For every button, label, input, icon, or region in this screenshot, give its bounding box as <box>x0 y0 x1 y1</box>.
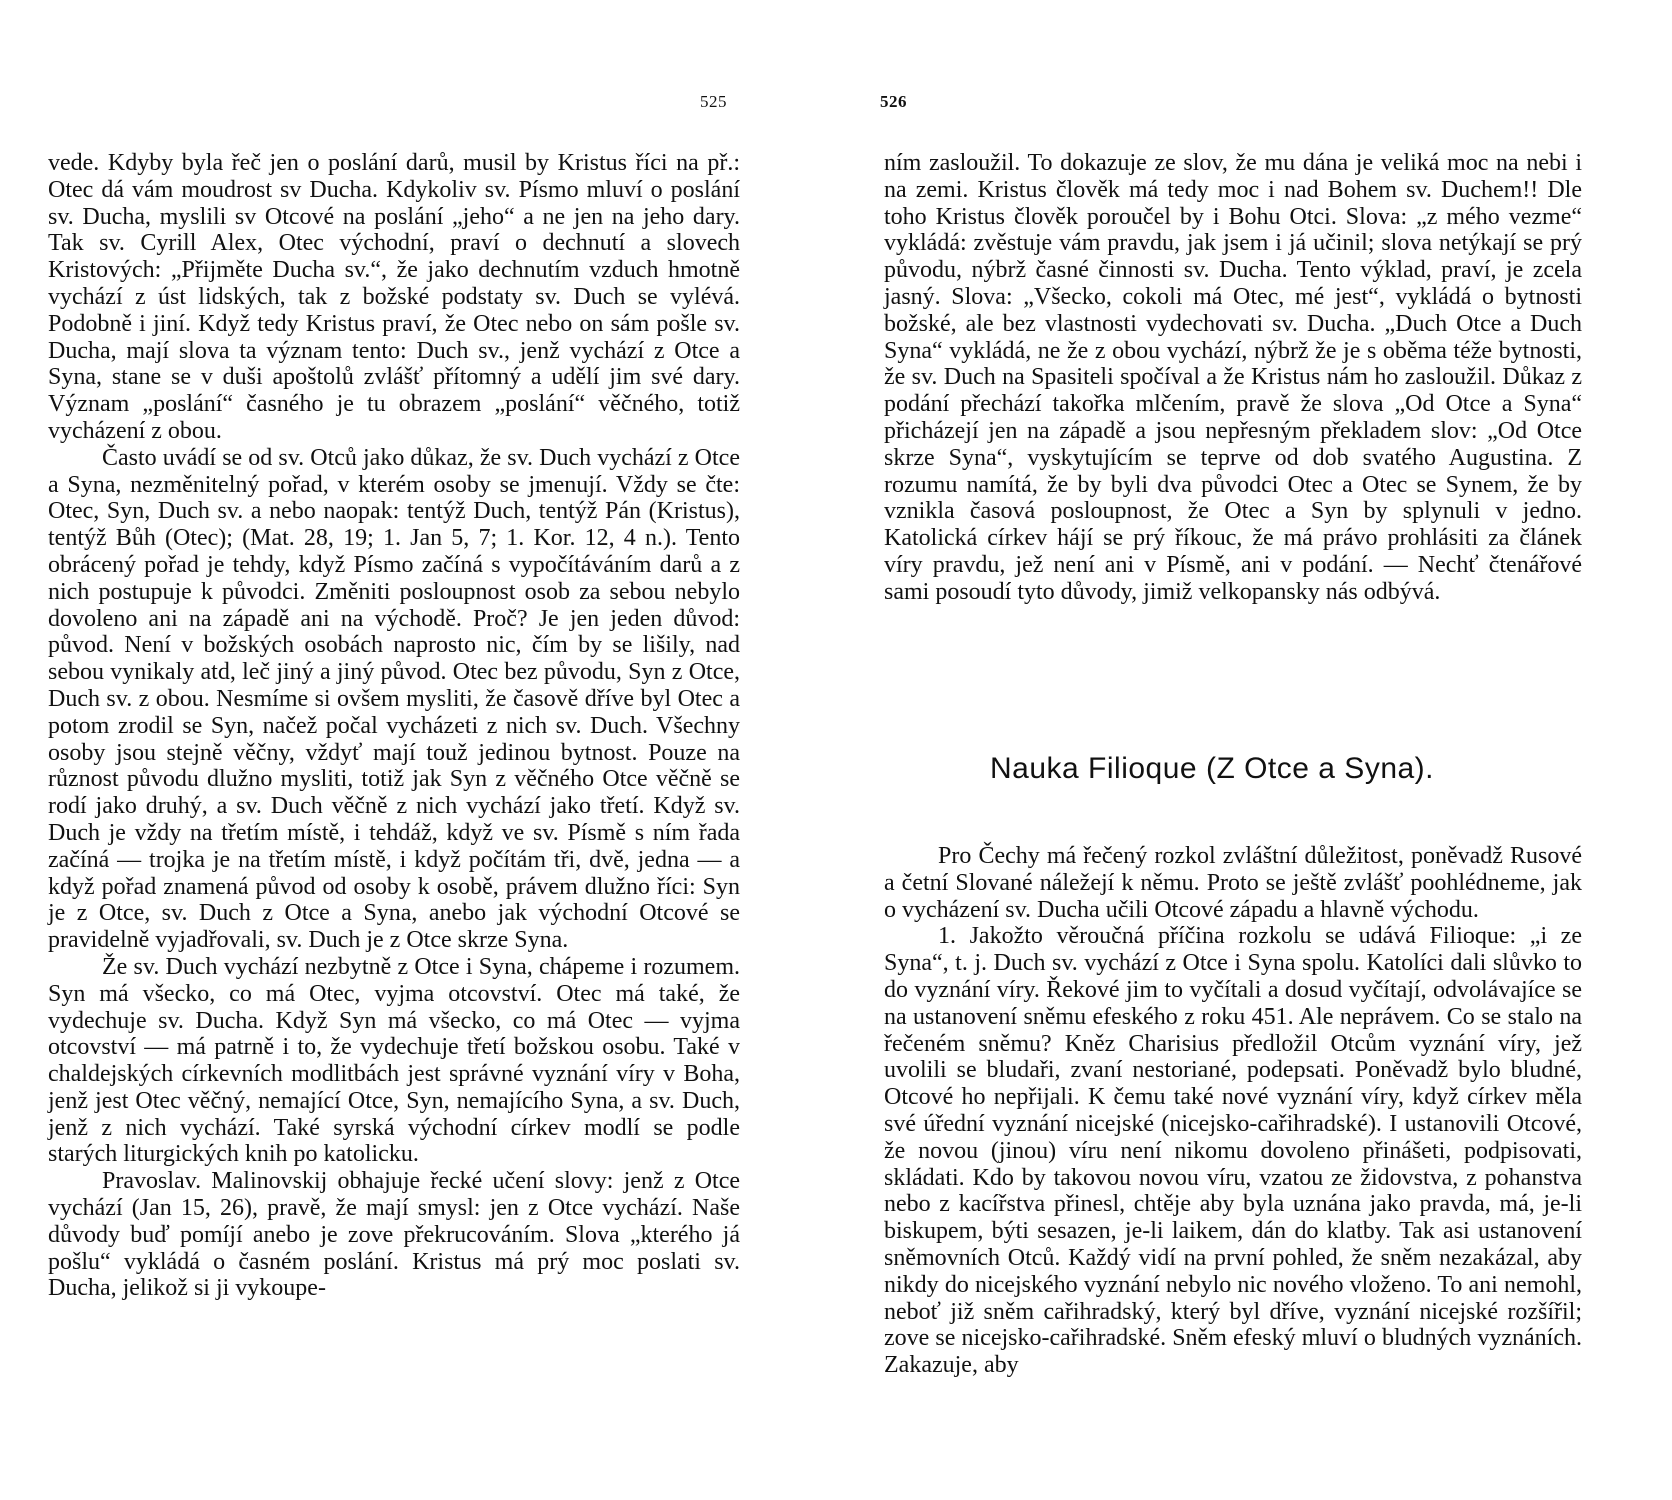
page-body-bottom <box>884 843 1582 1379</box>
page-number: 525 <box>700 92 727 111</box>
paragraph: Pravoslav. Malinovskij obhajuje řecké učení slovy: jenž z Otce vychází (Jan 15, 26), pravě, že mají smysl: jen z Otce vychází. Naše důvody buď pomíjí anebo je zove překrucováním. Slova „kterého já pošlu“ vykládá o časném poslání. Kristus má prý moc poslati sv. Ducha, jelikož si ji vykoupe- <box>48 1168 740 1302</box>
paragraph: Pro Čechy má řečený rozkol zvláštní důležitost, poněvadž Rusové a četní Slované náležejí k němu. Proto se ještě zvlášť poohlédneme, jak o vycházení sv. Ducha učili Otcové západu a hlavně východu. <box>884 843 1582 923</box>
paragraph: ním zasloužil. To dokazuje ze slov, že mu dána je veliká moc na nebi i na zemi. Kristus člověk má tedy moc i nad Bohem sv. Duchem!! Dle toho Kristus člověk poroučel by i Bohu Otci. Slova: „z mého vezme“ vykládá: zvěstuje vám pravdu, jak jsem i já učinil; slova netýkají se prý původu, nýbrž časné činnosti sv. Ducha. Tento výklad, praví, je zcela jasný. Slova: „Všecko, cokoli má Otec, mé jest“, vykládá o bytnosti božské, ale bez vlastnosti vydechovati sv. Ducha. „Duch Otce a Duch Syna“ vykládá, ne že z obou vychází, nýbrž že je s oběma téže bytnosti, že sv. Duch na Spasiteli spočíval a že Kristus nám ho zasloužil. Důkaz z podání přechází takořka mlčením, pravě že slova „Od Otce a Syna“ přicházejí jen na západě a jsou nepřesným překladem slov: „Od Otce skrze Syna“, vyskytujícím se teprve od dob svatého Augustina. Z rozumu namítá, že by byli dva původci Otec a Otec se Synem, že by vznikla časová posloupnost, že Otec a Syn by splynuli v jedno. Katolická církev hájí se prý říkouc, že má právo prohlásiti za článek víry pravdu, jež není ani v Písmě, ani v podání. — Nechť čtenářové sami posoudí tyto důvody, jimiž velkopansky nás odbývá. <box>884 150 1582 605</box>
page-number: 526 <box>880 92 907 111</box>
page-body-top <box>884 150 1582 606</box>
paragraph: Že sv. Duch vychází nezbytně z Otce i Syna, chápeme i rozumem. Syn má všecko, co má Otec, vyjma otcovství. Otec má také, že vydechuje sv. Ducha. Když Syn má všecko, co má Otec — vyjma otcovství — má patrně i to, že vydechuje třetí božskou osobu. Také v chaldejských církevních modlitbách jest správné vyznání víry v Boha, jenž jest Otec věčný, nemající Otce, Syn, nemajícího Syna, a sv. Duch, jenž z nich vychází. Také syrská východní církev modlí se podle starých liturgických knih po katolicku. <box>48 953 740 1168</box>
paragraph: vede. Kdyby byla řeč jen o poslání darů, musil by Kristus říci na př.: Otec dá vám moudrost sv Ducha. Kdykoliv sv. Písmo mluví o poslání sv. Ducha, myslili sv Otcové na poslání „jeho“ a ne jen na jeho dary. Tak sv. Cyrill Alex, Otec východní, praví o dechnutí a slovech Kristových: „Přijměte Ducha sv.“, že jako dechnutím vzduch hmotně vychází z úst lidských, tak z božské podstaty sv. Duch se vylévá. Podobně i jiní. Když tedy Kristus praví, že Otec nebo on sám pošle sv. Ducha, mají slova ta význam tento: Duch sv., jenž vychází z Otce a Syna, stane se v duši apoštolů zvlášť přítomný a udělí jim své dary. Význam „poslání“ časného je tu obrazem „poslání“ věčného, totiž vycházení z obou. <box>48 150 740 444</box>
right-page <box>836 0 1596 1500</box>
section-heading: Nauka Filioque (Z Otce a Syna). <box>990 752 1435 785</box>
paragraph: 1. Jakožto věroučná příčina rozkolu se udává Filioque: „i ze Syna“, t. j. Duch sv. vychází z Otce i Syna spolu. Katolíci dali slůvko to do vyznání víry. Řekové jim to vyčítali a dosud vyčítají, odvolávajíce se na ustanovení sněmu efeského z roku 451. Ale neprávem. Co se stalo na řečeném sněmu? Kněz Charisius předložil Otcům vyznání víry, jež uvolili se bludaři, zvaní nestoriané, podepsati. Poněvadž bylo bludné, Otcové ho nepřijali. K čemu také nové vyznání víry, když církev měla své úřední vyznání nicejské (nicejsko-cařihradské). I ustanovili Otcové, že novou (jinou) víru není nikomu dovoleno přinášeti, podpisovati, skládati. Kdo by takovou novou víru, vzatou ze židovstva, z pohanstva nebo z kacířstva přinesl, chtěje aby byla uznána jako pravda, má, je-li biskupem, býti sesazen, je-li laikem, dán do klatby. Tak asi ustanovení sněmovních Otců. Každý vidí na první pohled, že sněm nezakázal, aby nikdy do nicejského vyznání nebylo nic nového vloženo. To ani nemohl, neboť již sněm cařihradský, který byl dříve, vyznání nicejské rozšířil; zove se nicejsko-cařihradské. Sněm efeský mluví o bludných vyznáních. Zakazuje, aby <box>884 923 1582 1379</box>
paragraph: Často uvádí se od sv. Otců jako důkaz, že sv. Duch vychází z Otce a Syna, nezměnitelný pořad, v kterém osoby se jmenují. Vždy se čte: Otec, Syn, Duch sv. a nebo naopak: tentýž Duch, tentýž Pán (Kristus), tentýž Bůh (Otec); (Mat. 28, 19; 1. Jan 5, 7; 1. Kor. 12, 4 n.). Tento obrácený pořad je tehdy, když Písmo začíná s vypočítáváním darů a z nich postupuje k původci. Změniti posloupnost osob za sebou nebylo dovoleno ani na západě ani na východě. Proč? Je jen jeden důvod: původ. Není v božských osobách naprosto nic, čím by se lišily, nad sebou vynikaly atd, leč jiný a jiný původ. Otec bez původu, Syn z Otce, Duch sv. z obou. Nesmíme si ovšem mysliti, že časově dříve byl Otec a potom zrodil se Syn, načež počal vycházeti z nich sv. Duch. Všechny osoby jsou stejně věčny, vždyť mají touž jedinou bytnost. Pouze na různost původu dlužno mysliti, totiž jak Syn z věčného Otce věčně se rodí jako druhý, a sv. Duch věčně z nich vychází jako třetí. Když sv. Duch je vždy na třetím místě, i tehdáž, když ve sv. Písmě s ním řada začíná — trojka je na třetím místě, i když počítám tři, dvě, jedna — a když pořad znamená původ od osoby k osobě, právem dlužno říci: Syn je z Otce, sv. Duch z Otce a Syna, anebo jak východní Otcové se pravidelně vyjadřovali, sv. Duch je z Otce skrze Syna. <box>48 444 740 954</box>
page-body <box>48 150 740 1302</box>
left-page <box>0 0 760 1500</box>
